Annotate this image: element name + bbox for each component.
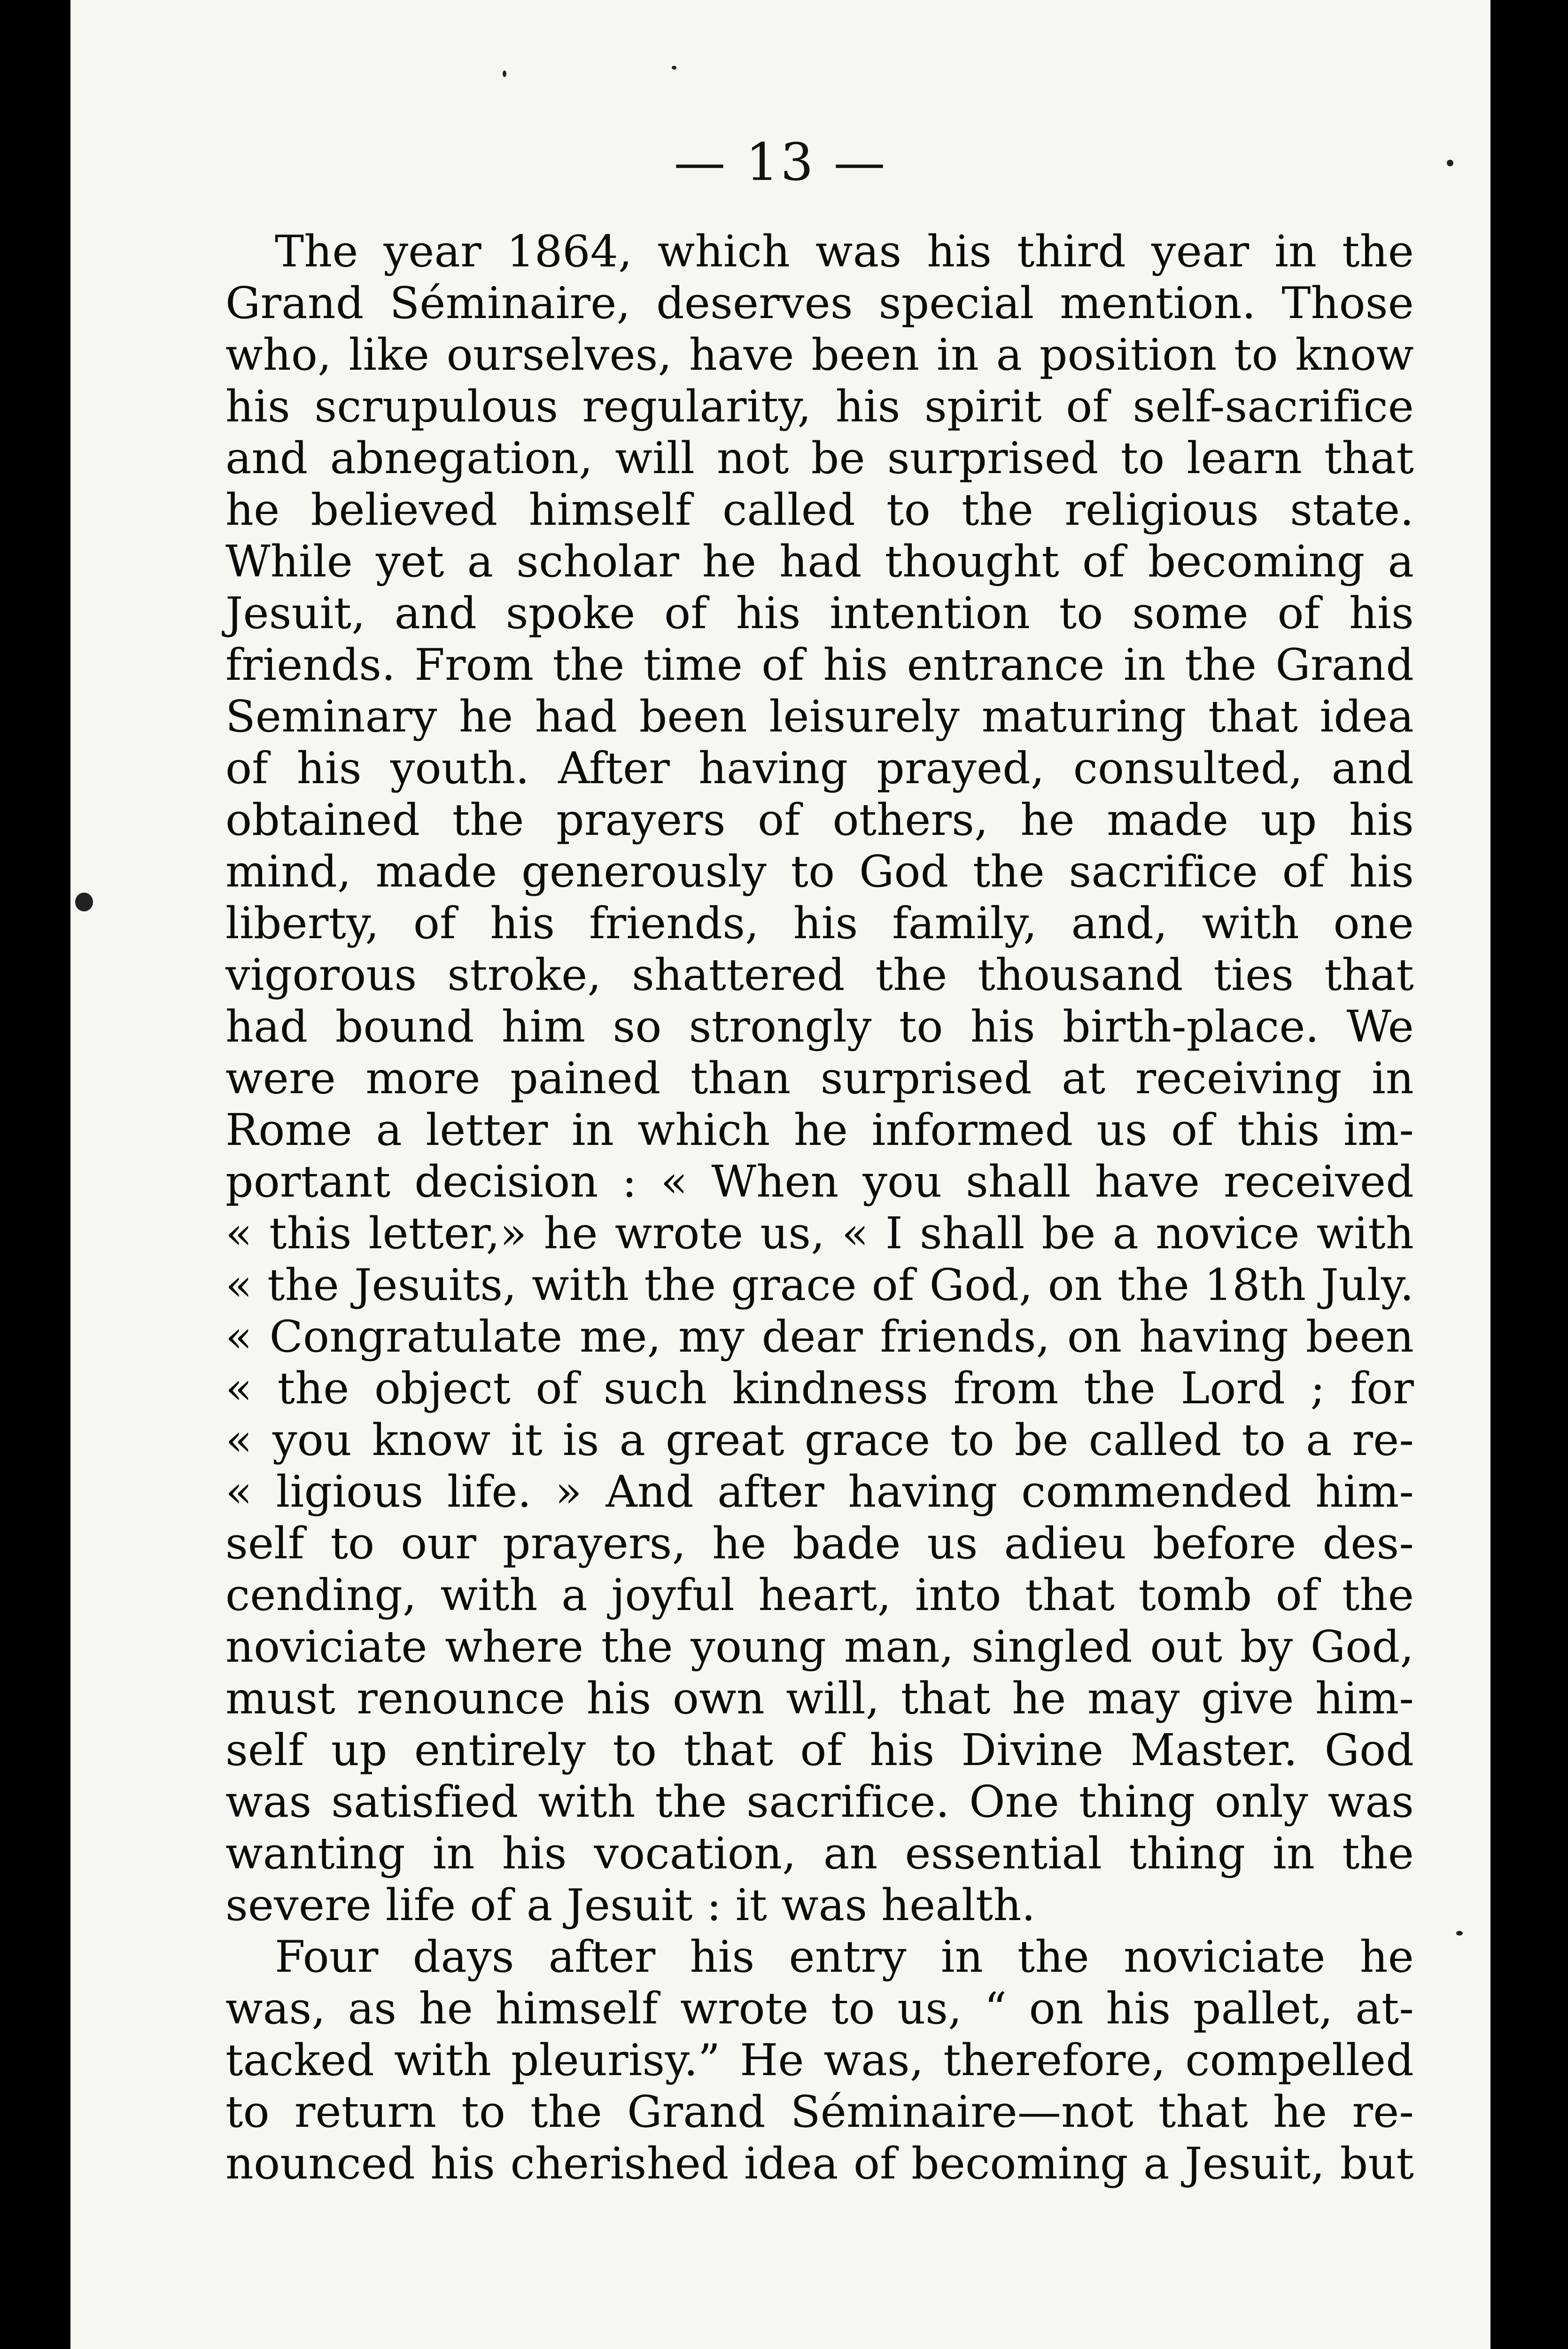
text-line: « you know it is a great grace to be called to a re-: [225, 1415, 1414, 1465]
text-line: liberty, of his friends, his family, and, with one: [225, 898, 1414, 949]
text-line: « Congratulate me, my dear friends, on having been: [225, 1311, 1414, 1362]
text-line: must renounce his own will, that he may give him-: [225, 1673, 1414, 1724]
text-line: Rome a letter in which he informed us of this im-: [225, 1104, 1414, 1155]
text-line: cending, with a joyful heart, into that tomb of the: [225, 1570, 1414, 1620]
text-line: Jesuit, and spoke of his intention to some of his: [225, 588, 1414, 638]
page-number: — 13 —: [674, 132, 887, 192]
text-line: was satisfied with the sacrifice. One thing only was: [225, 1776, 1414, 1827]
text-line: were more pained than surprised at receiving in: [225, 1053, 1414, 1104]
text-line: nounced his cherished idea of becoming a Jesuit, but: [225, 2138, 1414, 2189]
text-line: who, like ourselves, have been in a position to know: [225, 329, 1414, 380]
text-line: of his youth. After having prayed, consulted, and: [225, 743, 1414, 793]
text-line: was, as he himself wrote to us, “ on his pallet, at-: [225, 1983, 1414, 2034]
scan-speck: [672, 66, 676, 70]
scan-speck: [1447, 160, 1453, 166]
text-line: tacked with pleurisy.” He was, therefore, compelled: [225, 2035, 1414, 2085]
scan-border-right: [1490, 0, 1568, 2349]
text-line: severe life of a Jesuit : it was health.: [225, 1880, 1036, 1930]
text-line: Seminary he had been leisurely maturing that idea: [225, 691, 1414, 742]
text-line: mind, made generously to God the sacrifice of his: [225, 846, 1414, 897]
text-line: « this letter,» he wrote us, « I shall be a novice with: [225, 1208, 1414, 1259]
text-line: « the Jesuits, with the grace of God, on the 18th July.: [225, 1260, 1414, 1310]
text-line: and abnegation, will not be surprised to learn that: [225, 433, 1414, 483]
body-text: [225, 226, 1414, 2189]
scan-speck: [75, 893, 93, 911]
scan-speck: [1456, 1931, 1463, 1936]
text-line: had bound him so strongly to his birth-place. We: [225, 1001, 1414, 1052]
text-line: his scrupulous regularity, his spirit of self-sacrifice: [225, 381, 1414, 432]
text-line: « the object of such kindness from the Lord ; for: [225, 1363, 1414, 1414]
text-line: he believed himself called to the religious state.: [225, 484, 1414, 535]
scan-border-left: [0, 0, 70, 2349]
text-line: self up entirely to that of his Divine Master. God: [225, 1725, 1414, 1775]
text-line: portant decision : « When you shall have received: [225, 1156, 1414, 1207]
book-page: [70, 0, 1490, 2349]
text-line: While yet a scholar he had thought of becoming a: [225, 536, 1414, 587]
text-line: Four days after his entry in the noviciate he: [275, 1931, 1414, 1982]
text-line: friends. From the time of his entrance in the Grand: [225, 639, 1414, 690]
text-line: noviciate where the young man, singled out by God,: [225, 1621, 1414, 1672]
text-line: obtained the prayers of others, he made up his: [225, 794, 1414, 845]
scan-speck: [503, 70, 506, 77]
text-line: The year 1864, which was his third year in the: [275, 226, 1414, 277]
text-line: Grand Séminaire, deserves special mention. Those: [225, 278, 1414, 328]
text-line: to return to the Grand Séminaire—not that he re-: [225, 2086, 1414, 2137]
text-line: wanting in his vocation, an essential thing in the: [225, 1828, 1414, 1879]
text-line: « ligious life. » And after having commended him-: [225, 1466, 1414, 1517]
text-line: vigorous stroke, shattered the thousand ties that: [225, 949, 1414, 1000]
text-line: self to our prayers, he bade us adieu before des-: [225, 1518, 1414, 1569]
